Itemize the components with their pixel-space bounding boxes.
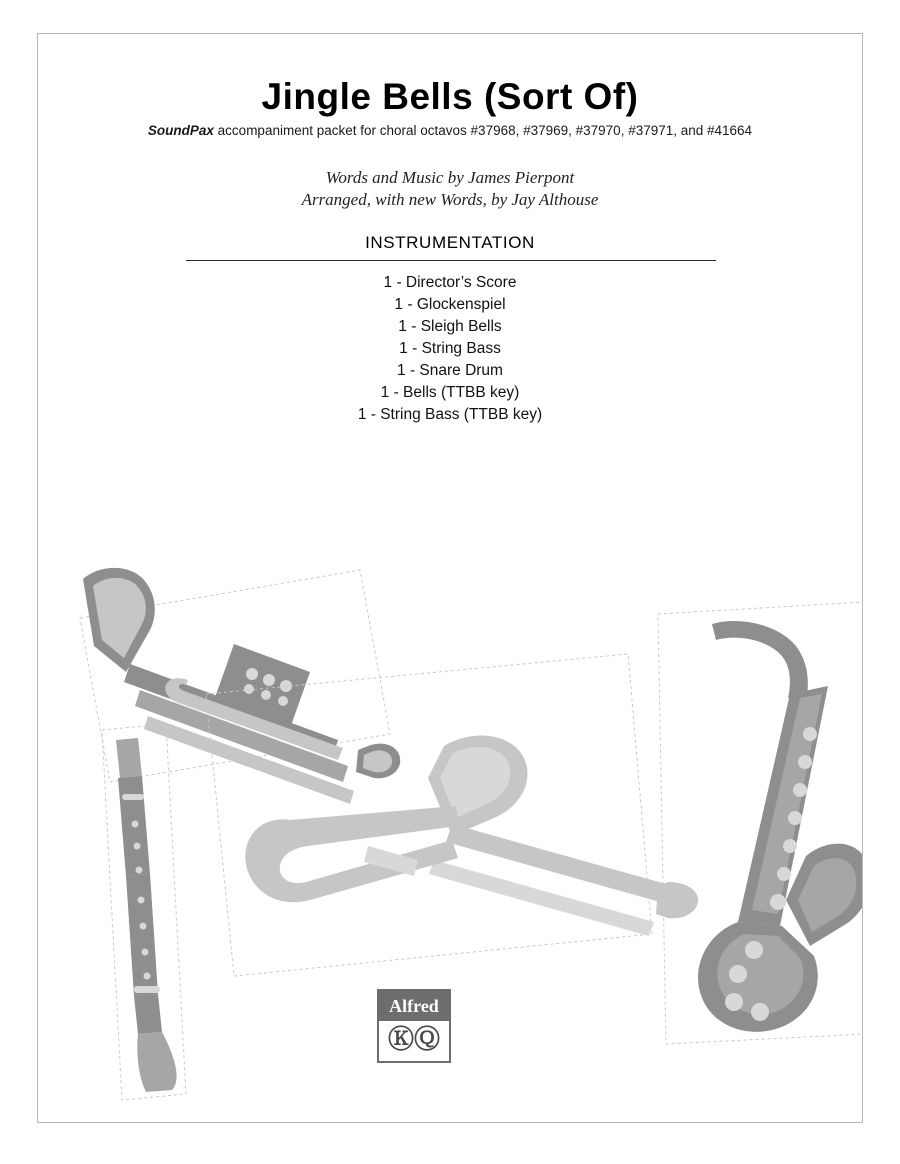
logo-name: Alfred [379, 991, 449, 1021]
soundpax-subtitle [38, 123, 862, 138]
credit-line-composer: Words and Music by James Pierpont [325, 168, 575, 187]
list-item: 1 - Sleigh Bells [398, 318, 502, 335]
logo-mark: ⓀⓆ [387, 1025, 440, 1054]
saxophone-illustration [658, 602, 863, 1044]
credits [38, 167, 862, 211]
trombone-illustration [206, 654, 698, 976]
trumpet-illustration [80, 568, 400, 804]
list-item: 1 - Glockenspiel [394, 296, 506, 313]
publisher-logo [377, 989, 451, 1063]
soundpax-brand: SoundPax [147, 123, 214, 138]
score-cover-page [37, 33, 863, 1123]
list-item: 1 - String Bass (TTBB key) [357, 406, 543, 423]
heading-divider [186, 260, 716, 261]
instrumentation-heading: INSTRUMENTATION [365, 233, 535, 252]
instrumentation-list [38, 272, 862, 426]
soundpax-description: accompaniment packet for choral octavos #37968, #37969, #37970, #37971, and #41664 [213, 123, 753, 138]
clarinet-illustration [102, 724, 186, 1100]
list-item: 1 - Director’s Score [383, 274, 517, 291]
list-item: 1 - String Bass [399, 340, 501, 357]
list-item: 1 - Bells (TTBB key) [380, 384, 520, 401]
credit-line-arranger: Arranged, with new Words, by Jay Althouse [301, 190, 599, 209]
page-title: Jingle Bells (Sort Of) [261, 76, 639, 117]
list-item: 1 - Snare Drum [397, 362, 503, 379]
